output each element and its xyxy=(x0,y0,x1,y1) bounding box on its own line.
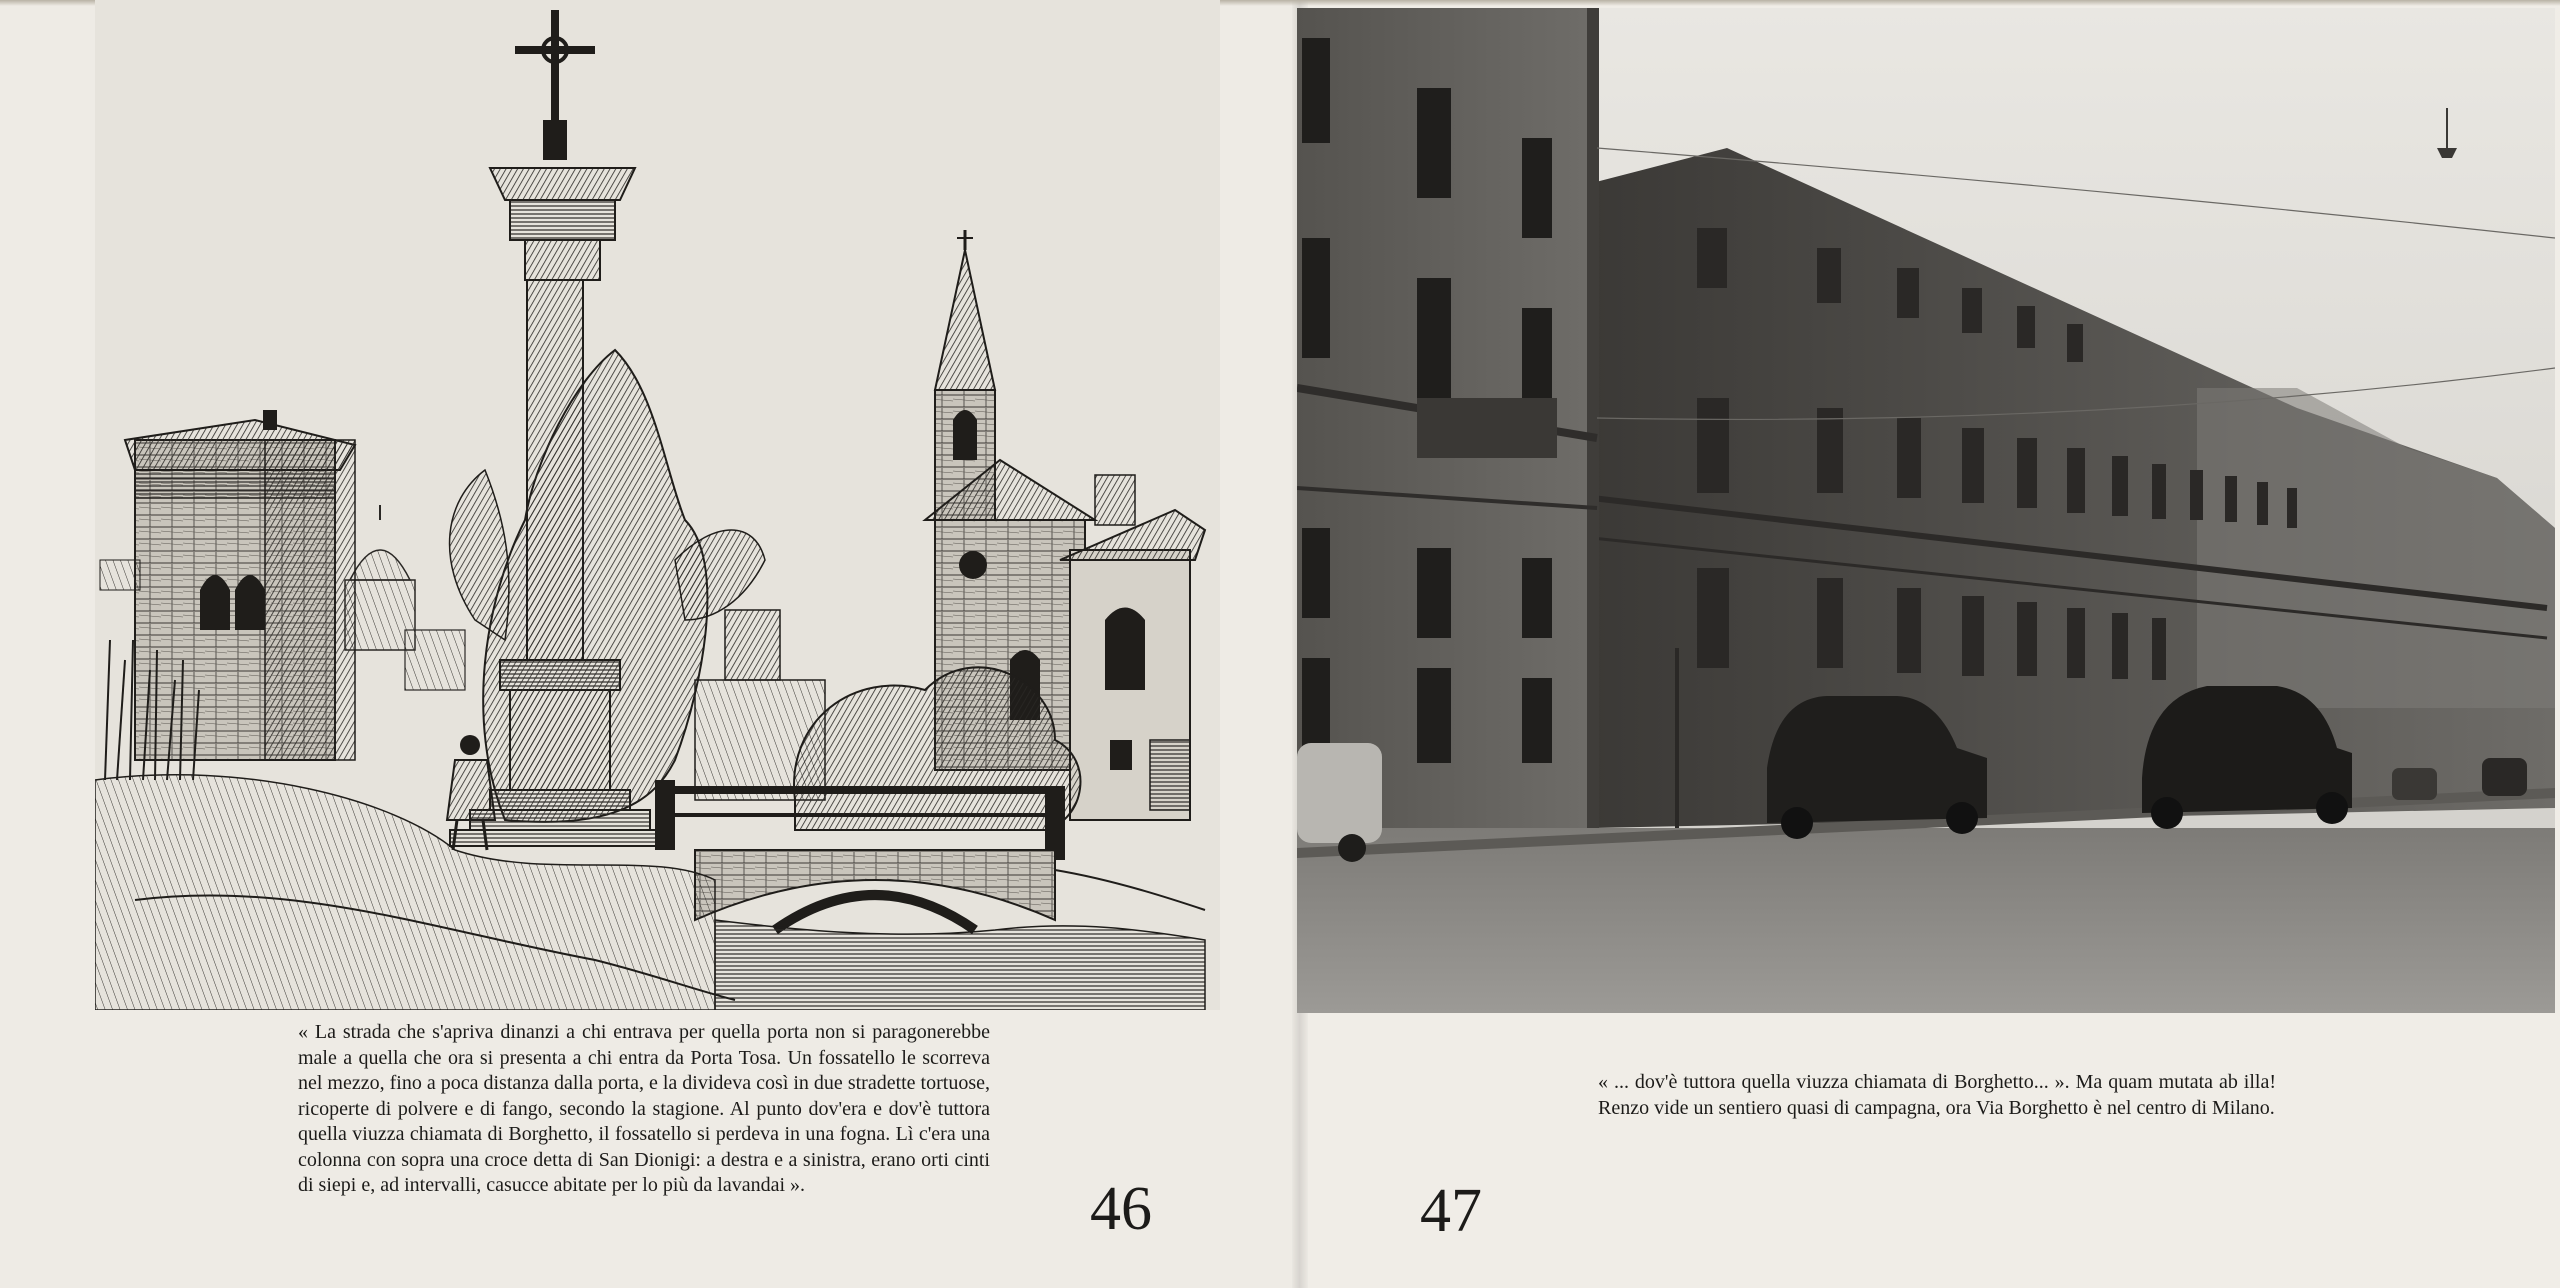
page-number-left: 46 xyxy=(1090,1175,1152,1243)
left-building xyxy=(100,410,355,760)
photo-svg xyxy=(1297,8,2555,1013)
left-caption-text: « La strada che s'apriva dinanzi a chi entrava per quella porta non si paragonerebbe male a quella che ora si presenta a chi entra da Porta Tosa. Un fossatello le scorreva nel mezzo, fino a poca distanza dalla porta, e la divideva così in due stradette tortuose, ricoperte di polvere e di fango, secondo la stagione. Al punto dov'era e dov'è tuttora quella viuzza chiamata di Borghetto, il fossatello si perdeva in una fogna. Lì c'era una colonna con sopra una croce detta di San Dionigi: a destra e a sinistra, erano orti cinti di siepi e, ad intervalli, casucce abitate per lo più da lavandai ». xyxy=(298,1021,990,1196)
street-photograph xyxy=(1297,8,2555,1013)
right-caption-text: « ... dov'è tuttora quella viuzza chiamata di Borghetto... ». Ma quam mutata ab illa! Renzo vide un sentiero quasi di campagna, ora Via Borghetto è nel centro di Milano. xyxy=(1598,1071,2276,1119)
engraving-svg xyxy=(95,0,1220,1010)
left-building-photo xyxy=(1297,8,1599,838)
road xyxy=(1297,828,2555,1013)
engraving-illustration xyxy=(95,0,1220,1010)
right-caption xyxy=(1598,1070,2276,1121)
page-number-right: 47 xyxy=(1420,1177,1482,1245)
left-caption xyxy=(298,1020,990,1199)
